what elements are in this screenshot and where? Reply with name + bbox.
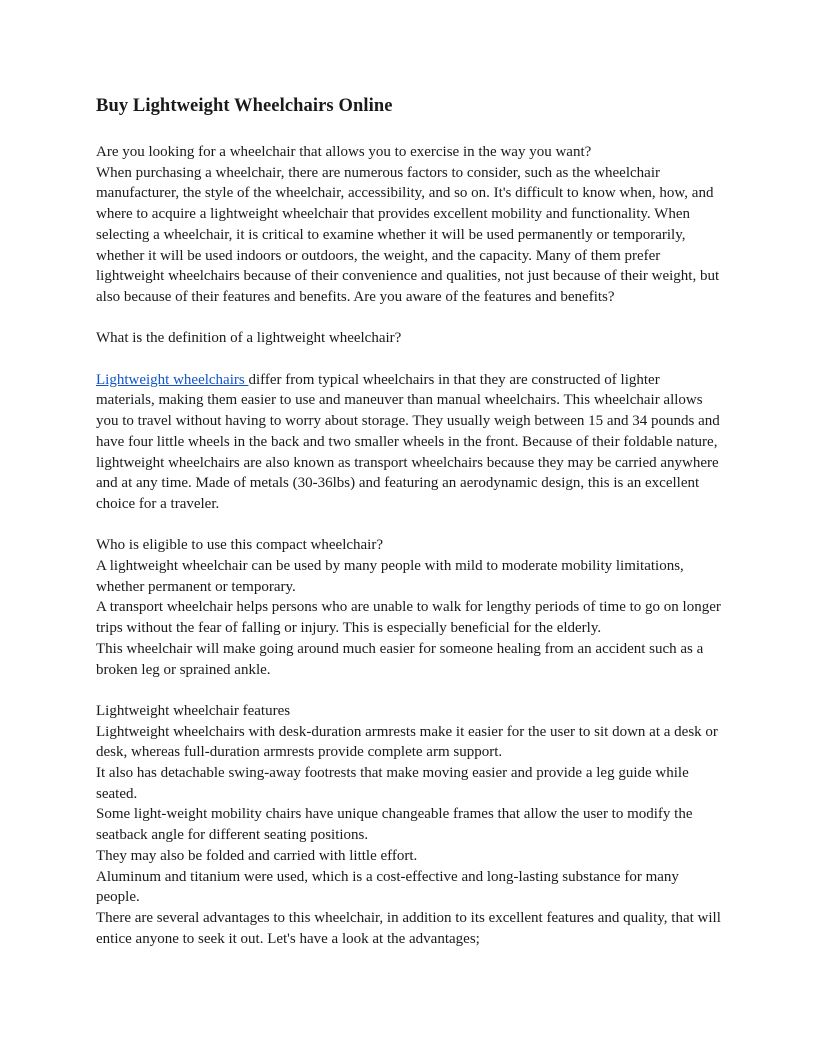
features-paragraph: Some light-weight mobility chairs have unique changeable frames that allow the user to modify the seatback angle for different seating positions. xyxy=(96,806,693,844)
definition-paragraph xyxy=(96,370,722,515)
features-paragraph: Aluminum and titanium were used, which is a cost-effective and long-lasting substance for many people. xyxy=(96,868,679,906)
features-paragraph: Lightweight wheelchairs with desk-duration armrests make it easier for the user to sit down at a desk or desk, whereas full-duration armrests provide complete arm support. xyxy=(96,723,718,761)
features-paragraph: It also has detachable swing-away footrests that make moving easier and provide a leg guide while seated. xyxy=(96,765,689,802)
eligibility-paragraph: A transport wheelchair helps persons who are unable to walk for lengthy periods of time to go on longer trips without the fear of falling or injury. This is especially beneficial for the elderly. xyxy=(96,599,721,637)
spacer xyxy=(96,349,722,370)
intro-question: Are you looking for a wheelchair that allows you to exercise in the way you want? xyxy=(96,144,592,160)
eligibility-paragraph: This wheelchair will make going around much easier for someone healing from an accident such as a broken leg or sprained ankle. xyxy=(96,640,704,678)
eligibility-paragraph: A lightweight wheelchair can be used by many people with mild to moderate mobility limitations, whether permanent or temporary. xyxy=(96,558,684,595)
intro-paragraph: When purchasing a wheelchair, there are numerous factors to consider, such as the wheelchair manufacturer, the style of the wheelchair, accessibility, and so on. It's difficult to know when, how, and where to acquire a lightweight wheelchair that provides excellent mobility and functionality. When selecting a wheelchair, it is critical to examine whether it will be used permanently or temporarily, whether it will be used indoors or outdoors, the weight, and the capacity. Many of them prefer lightweight wheelchairs because of their convenience and qualities, not just because of their weight, but also because of their features and benefits. Are you aware of the features and benefits? xyxy=(96,164,720,305)
document-page xyxy=(96,94,722,949)
features-paragraph: There are several advantages to this wheelchair, in addition to its excellent features and quality, that will entice anyone to seek it out. Let's have a look at the advantages; xyxy=(96,909,721,947)
spacer xyxy=(96,308,722,329)
spacer xyxy=(96,118,722,142)
spacer xyxy=(96,680,722,701)
lightweight-wheelchairs-link[interactable]: Lightweight wheelchairs xyxy=(96,371,249,388)
eligibility-question: Who is eligible to use this compact wheelchair? xyxy=(96,537,383,554)
spacer xyxy=(96,515,722,536)
definition-body: differ from typical wheelchairs in that they are constructed of lighter materials, making them easier to use and maneuver than manual wheelchairs. This wheelchair allows you to travel without having to worry about storage. They usually weigh between 15 and 34 pounds and have four little wheels in the back and two smaller wheels in the front. Because of their foldable nature, lightweight wheelchairs are also known as transport wheelchairs because they may be carried anywhere and at any time. Made of metals (30-36lbs) and featuring an aerodynamic design, this is an excellent choice for a traveler. xyxy=(96,371,720,512)
features-heading: Lightweight wheelchair features xyxy=(96,702,291,719)
definition-question: What is the definition of a lightweight wheelchair? xyxy=(96,330,402,347)
page-title: Buy Lightweight Wheelchairs Online xyxy=(96,96,393,116)
features-paragraph: They may also be folded and carried with little effort. xyxy=(96,847,418,864)
